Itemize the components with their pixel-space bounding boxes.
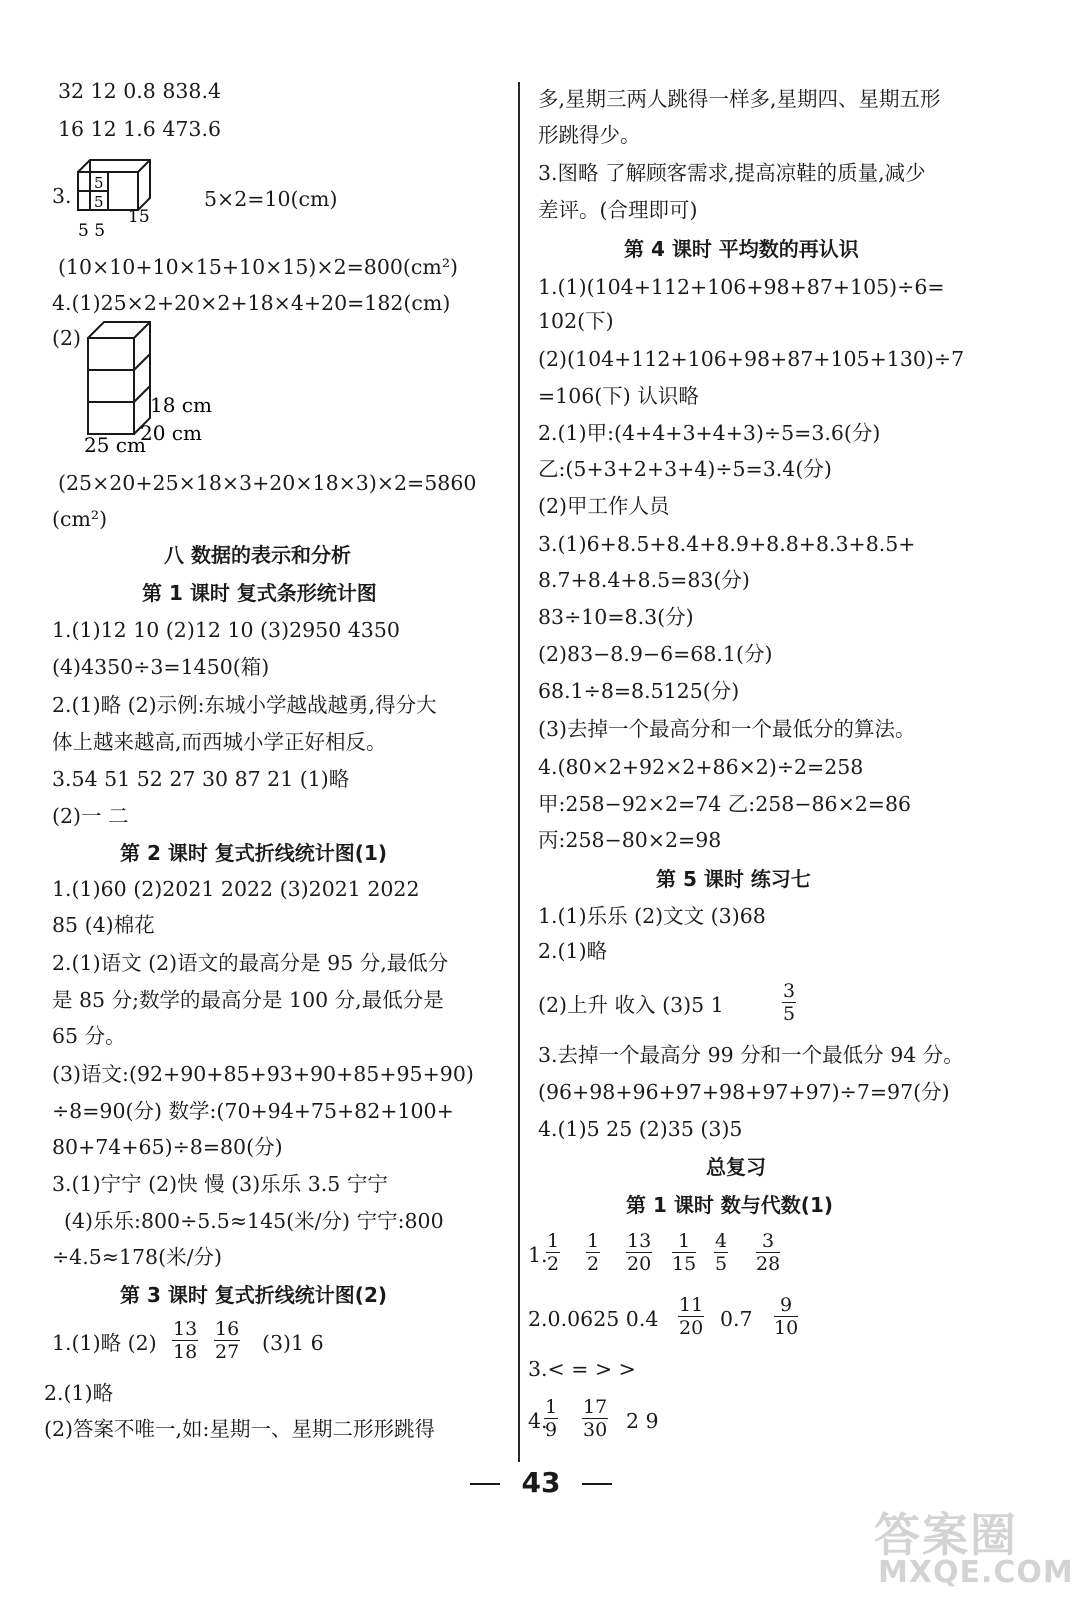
denominator: 20 <box>627 1253 652 1275</box>
denominator: 18 <box>173 1341 198 1363</box>
answer-line: =106(下) 认识略 <box>538 384 699 408</box>
answer-line: 2.(1)略 <box>44 1381 114 1405</box>
fraction <box>582 1396 608 1441</box>
page-number-text: 43 <box>521 1466 561 1499</box>
denominator: 28 <box>756 1253 781 1275</box>
lesson-heading: 第 5 课时 练习七 <box>656 867 811 891</box>
answer-line: 8.7+8.4+8.5=83(分) <box>538 568 750 592</box>
edge-label: 20 cm <box>140 421 202 445</box>
answer-line: (4)乐乐:800÷5.5≈145(米/分) 宁宁:800 <box>64 1209 444 1233</box>
answer-line: 4.(80×2+92×2+86×2)÷2=258 <box>538 755 864 779</box>
answer-line: 1.(1)(104+112+106+98+87+105)÷6= <box>538 275 945 299</box>
answer-line: 丙:258−80×2=98 <box>538 828 722 852</box>
fraction <box>172 1318 198 1363</box>
fraction <box>756 1230 780 1275</box>
section-heading: 总复习 <box>706 1155 766 1179</box>
answer-line: 102(下) <box>538 309 614 333</box>
fraction <box>546 1230 560 1275</box>
answer-line: (3)去掉一个最高分和一个最低分的算法。 <box>538 717 916 741</box>
numerator: 1 <box>547 1230 560 1252</box>
answer-line: ÷8=90(分) 数学:(70+94+75+82+100+ <box>52 1099 454 1123</box>
answer-line: 乙:(5+3+2+3+4)÷5=3.4(分) <box>538 457 832 481</box>
denominator: 15 <box>672 1253 697 1275</box>
question-number: 3. <box>52 184 72 208</box>
numerator: 13 <box>173 1318 198 1340</box>
answer-line: 0.7 <box>720 1307 753 1331</box>
answer-line: 1.(1)乐乐 (2)文文 (3)68 <box>538 904 766 928</box>
watermark-text: 答案圈 <box>874 1508 1018 1562</box>
edge-label: 5 <box>94 174 104 192</box>
denominator: 2 <box>547 1253 560 1275</box>
numerator: 3 <box>756 1230 780 1253</box>
answer-line: 2 9 <box>626 1409 659 1433</box>
answer-line: (2)答案不唯一,如:星期一、星期二形形跳得 <box>44 1417 435 1441</box>
lesson-heading: 第 1 课时 复式条形统计图 <box>142 581 377 605</box>
cuboid-stack-figure <box>82 316 222 456</box>
answer-line: 体上越来越高,而西城小学正好相反。 <box>52 730 387 754</box>
answer-line: 85 (4)棉花 <box>52 913 155 937</box>
edge-label: 5 5 <box>78 221 106 241</box>
answer-line: 4.(1)25×2+20×2+18×4+20=182(cm) <box>52 291 451 315</box>
fraction <box>774 1294 798 1339</box>
answer-line: 2.(1)语文 (2)语文的最高分是 95 分,最低分 <box>52 951 449 975</box>
denominator: 27 <box>215 1341 240 1363</box>
answer-line: 1.(1)12 10 (2)12 10 (3)2950 4350 <box>52 618 400 642</box>
answer-line: (3)语文:(92+90+85+93+90+85+95+90) <box>52 1062 474 1086</box>
fraction <box>678 1294 704 1339</box>
fraction <box>782 980 796 1025</box>
denominator: 30 <box>583 1419 608 1441</box>
denominator: 5 <box>783 1003 796 1025</box>
answer-line: 80+74+65)÷8=80(分) <box>52 1135 283 1159</box>
fraction <box>714 1230 728 1275</box>
answer-line: 2.0.0625 0.4 <box>528 1307 659 1331</box>
answer-line: (cm²) <box>52 507 108 531</box>
section-heading: 八 数据的表示和分析 <box>164 543 351 567</box>
answer-line: 3.去掉一个最高分 99 分和一个最低分 94 分。 <box>538 1043 964 1067</box>
numerator: 1 <box>545 1396 558 1418</box>
denominator: 9 <box>545 1419 558 1441</box>
answer-line: (2)(104+112+106+98+87+105+130)÷7 <box>538 347 965 371</box>
numerator: 16 <box>215 1318 240 1340</box>
watermark-logo <box>854 1499 1074 1594</box>
answer-line: (2)83−8.9−6=68.1(分) <box>538 642 773 666</box>
denominator: 20 <box>679 1317 704 1339</box>
answer-line: 2.(1)略 (2)示例:东城小学越战越勇,得分大 <box>52 693 437 717</box>
numerator: 11 <box>679 1294 704 1316</box>
fraction <box>626 1230 652 1275</box>
lesson-heading: 第 2 课时 复式折线统计图(1) <box>120 841 388 865</box>
numerator: 13 <box>627 1230 652 1252</box>
numerator: 3 <box>783 980 796 1002</box>
answer-line: 差评。(合理即可) <box>538 198 698 222</box>
edge-label: 15 <box>128 207 150 227</box>
answer-line: 甲:258−92×2=74 乙:258−86×2=86 <box>538 792 912 816</box>
numerator: 9 <box>774 1294 798 1317</box>
numerator: 17 <box>583 1396 608 1418</box>
answer-line: 3.(1)6+8.5+8.4+8.9+8.8+8.3+8.5+ <box>538 532 916 556</box>
answer-line: (3)1 6 <box>262 1331 324 1355</box>
answer-line: 1.(1)略 (2) <box>52 1331 157 1355</box>
answer-line: (2) <box>52 326 82 350</box>
answer-line: (2)甲工作人员 <box>538 494 670 518</box>
answer-line: 多,星期三两人跳得一样多,星期四、星期五形 <box>538 87 941 111</box>
edge-label: 25 cm <box>84 433 146 456</box>
numerator: 4 <box>715 1230 728 1252</box>
answer-line: (4)4350÷3=1450(箱) <box>52 655 270 679</box>
fraction <box>214 1318 240 1363</box>
answer-line: (10×10+10×15+10×15)×2=800(cm²) <box>58 255 459 279</box>
answer-line: ÷4.5≈178(米/分) <box>52 1245 222 1269</box>
answer-line: 形跳得少。 <box>538 123 641 147</box>
numerator: 1 <box>587 1230 600 1252</box>
lesson-heading: 第 1 课时 数与代数(1) <box>626 1193 834 1217</box>
denominator: 2 <box>587 1253 600 1275</box>
answer-line: (96+98+96+97+98+97+97)÷7=97(分) <box>538 1080 950 1104</box>
answer-line: 16 12 1.6 473.6 <box>58 117 222 141</box>
denominator: 10 <box>774 1317 799 1339</box>
question-number: 4. <box>528 1409 548 1433</box>
edge-label: 5 <box>94 193 104 211</box>
answer-line: 65 分。 <box>52 1024 126 1048</box>
answer-line: 3.< = > > <box>528 1357 636 1381</box>
answer-line: 68.1÷8=8.5125(分) <box>538 679 740 703</box>
page-dash-right <box>582 1483 612 1485</box>
answer-line: 2.(1)甲:(4+4+3+4+3)÷5=3.6(分) <box>538 421 881 445</box>
denominator: 5 <box>715 1253 728 1275</box>
answer-line: 2.(1)略 <box>538 939 608 963</box>
answer-line: (2)上升 收入 (3)5 1 <box>538 993 724 1017</box>
answer-line: 32 12 0.8 838.4 <box>58 79 222 103</box>
answer-line: 5×2=10(cm) <box>204 187 338 211</box>
answer-line: 83÷10=8.3(分) <box>538 605 694 629</box>
lesson-heading: 第 4 课时 平均数的再认识 <box>624 237 859 261</box>
fraction <box>586 1230 600 1275</box>
answer-line: 1.(1)60 (2)2021 2022 (3)2021 2022 <box>52 877 420 901</box>
answer-line: (25×20+25×18×3+20×18×3)×2=5860 <box>58 471 477 495</box>
question-number: 1. <box>528 1243 548 1267</box>
answer-line: 3.(1)宁宁 (2)快 慢 (3)乐乐 3.5 宁宁 <box>52 1172 388 1196</box>
answer-line: (2)一 二 <box>52 804 129 828</box>
fraction <box>544 1396 558 1441</box>
numerator: 1 <box>672 1230 696 1253</box>
page-dash-left <box>470 1483 500 1485</box>
lesson-heading: 第 3 课时 复式折线统计图(2) <box>120 1283 388 1307</box>
page-number <box>0 1466 1082 1499</box>
cuboid-small-figure <box>72 152 182 242</box>
edge-label: 18 cm <box>150 393 212 417</box>
answer-line: 3.图略 了解顾客需求,提高凉鞋的质量,减少 <box>538 161 926 185</box>
column-divider <box>518 82 520 1462</box>
answer-line: 4.(1)5 25 (2)35 (3)5 <box>538 1117 743 1141</box>
answer-line: 3.54 51 52 27 30 87 21 (1)略 <box>52 767 350 791</box>
fraction <box>672 1230 696 1275</box>
watermark-url: MXQE.COM <box>878 1555 1074 1590</box>
answer-line: 是 85 分;数学的最高分是 100 分,最低分是 <box>52 988 444 1012</box>
